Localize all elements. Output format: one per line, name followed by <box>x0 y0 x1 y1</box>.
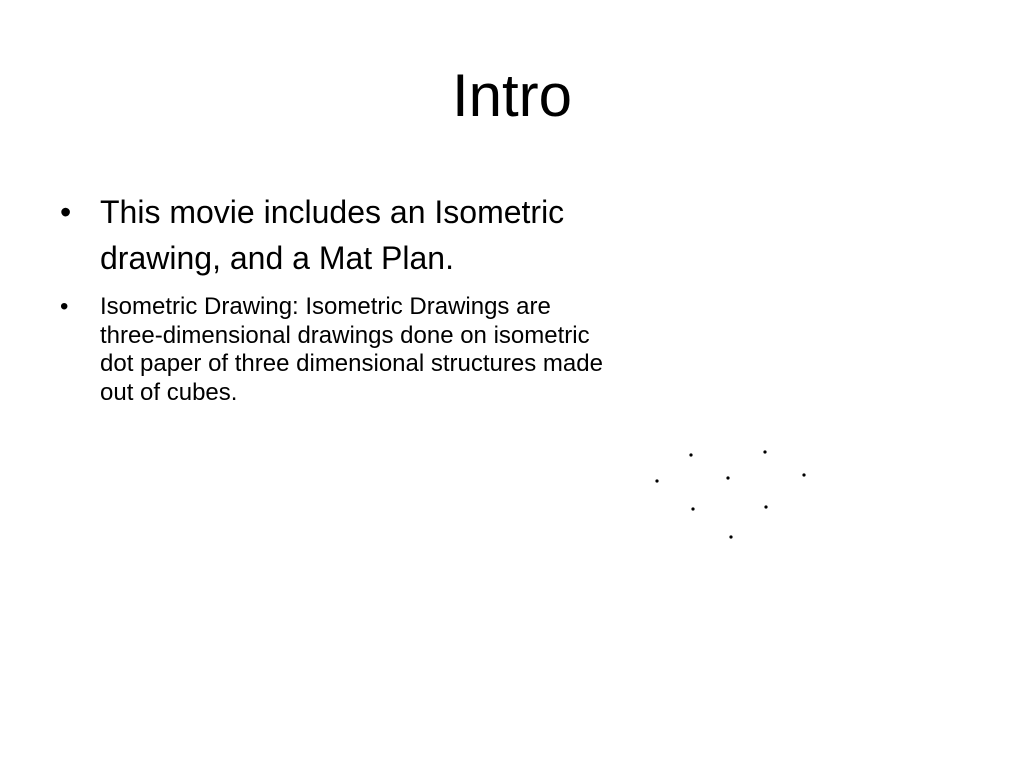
bullet-text: This movie includes an Isometric drawing, and a Mat Plan. <box>100 194 565 276</box>
dot <box>764 505 767 508</box>
slide-title: Intro <box>451 62 573 129</box>
dot <box>763 450 766 453</box>
bullet-item-isometric-definition <box>58 293 618 407</box>
bullet-marker: • <box>60 194 72 230</box>
bullet-marker: • <box>60 293 69 320</box>
dot <box>655 479 658 482</box>
dot <box>691 507 694 510</box>
bullet-item-movie-intro <box>58 190 618 281</box>
dot <box>729 535 732 538</box>
dot <box>689 453 692 456</box>
bullet-list <box>58 190 618 407</box>
dot <box>802 473 805 476</box>
bullet-text: Isometric Drawing: Isometric Drawings are three-dimensional drawings done on isometric dot paper of three dimensional structures made out of cubes. <box>100 293 603 406</box>
dot <box>726 476 729 479</box>
